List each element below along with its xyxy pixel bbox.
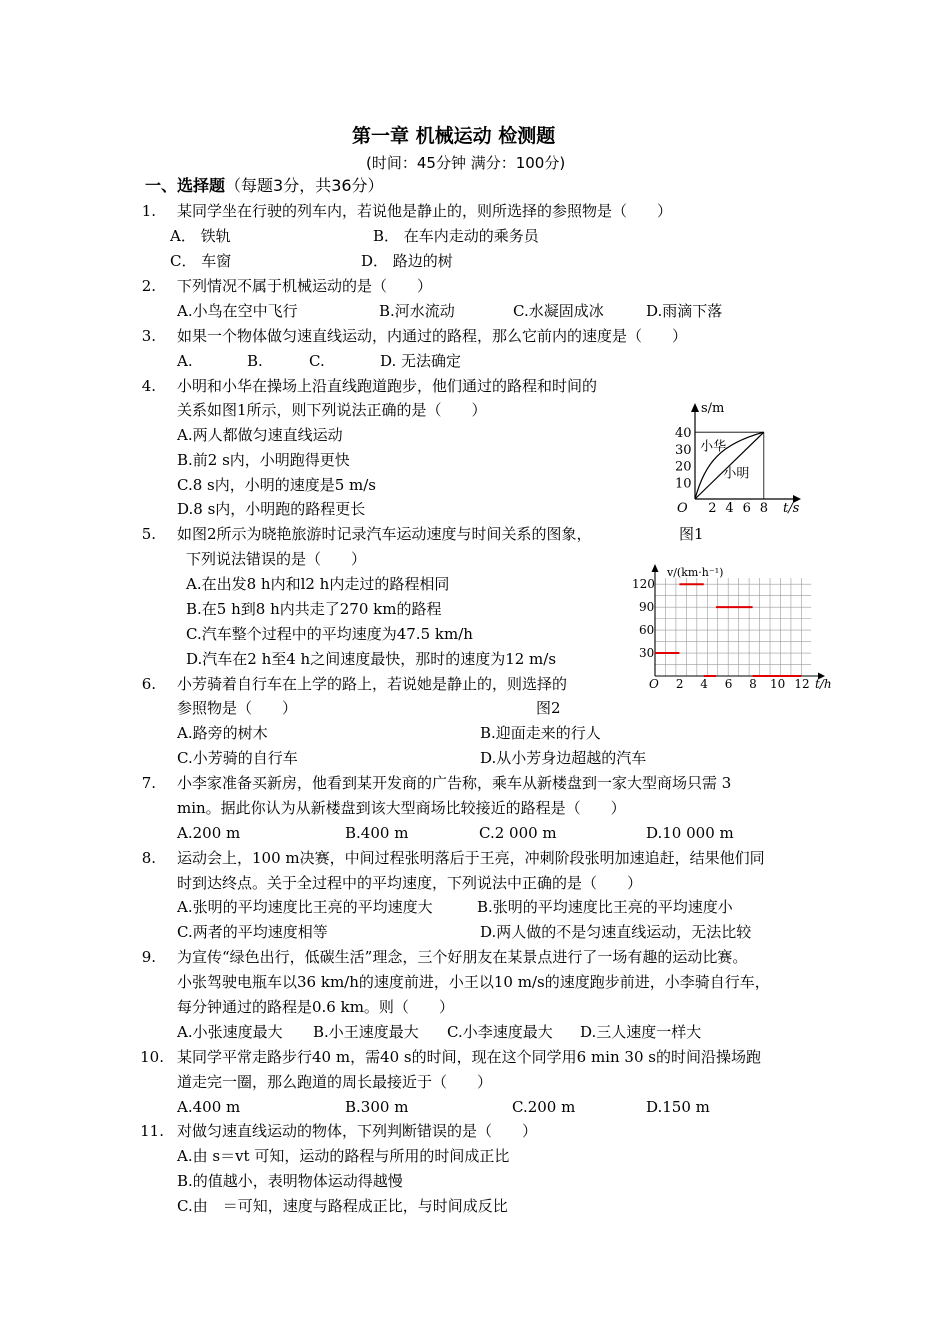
figure-1-chart <box>665 398 807 518</box>
option-a: A.小张速度最大 <box>177 1023 283 1041</box>
option-d: D. 无法确定 <box>380 352 462 370</box>
y-tick-label: 30 <box>639 646 655 661</box>
question-number: 5. <box>141 525 156 543</box>
option-b: B． 在车内走动的乘务员 <box>373 227 539 245</box>
option-c: C.汽车整个过程中的平均速度为47.5 km/h <box>186 625 473 643</box>
option-c: C. <box>309 352 325 370</box>
question-text: 下列情况不属于机械运动的是（ ） <box>177 277 433 295</box>
option-d: D.两人做的不是匀速直线运动，无法比较 <box>480 923 752 941</box>
question-number: 4. <box>141 377 156 395</box>
option-b: B.300 m <box>345 1098 409 1116</box>
question-text: min。据此你认为从新楼盘到该大型商场比较接近的路程是（ ） <box>177 799 626 817</box>
series-label-xiaohua: 小华 <box>700 439 727 455</box>
y-axis-label: s/m <box>701 401 725 416</box>
origin-label: O <box>649 677 659 691</box>
option-a: A.400 m <box>177 1098 241 1116</box>
section-title: 一、选择题 <box>145 176 226 195</box>
page-title: 第一章 机械运动 检测题 <box>352 125 556 147</box>
y-axis-arrow <box>652 564 659 572</box>
option-b: B.张明的平均速度比王亮的平均速度小 <box>477 898 733 916</box>
option-a: A.张明的平均速度比王亮的平均速度大 <box>177 898 433 916</box>
question-text: 如图2所示为晓艳旅游时记录汽车运动速度与时间关系的图象， <box>177 525 592 543</box>
option-c: C.水凝固成冰 <box>513 302 604 320</box>
option-b: B. <box>247 352 263 370</box>
question-text: 小明和小华在操场上沿直线跑道跑步，他们通过的路程和时间的 <box>177 377 598 395</box>
question-number: 11. <box>140 1122 164 1140</box>
question-number: 9. <box>141 948 156 966</box>
x-tick-label: 12 <box>794 677 810 691</box>
question-text: 关系如图1所示，则下列说法正确的是（ ） <box>177 401 487 419</box>
option-c: C． 车窗 <box>170 252 232 270</box>
option-d: D． 路边的树 <box>361 252 453 270</box>
option-c: C.200 m <box>512 1098 576 1116</box>
question-text: 小芳骑着自行车在上学的路上，若说她是静止的，则选择的 <box>177 675 568 693</box>
x-tick-label: 6 <box>742 501 751 516</box>
option-d: D.三人速度一样大 <box>580 1023 702 1041</box>
option-a: A.在出发8 h内和l2 h内走过的路程相同 <box>186 575 450 593</box>
question-number: 6. <box>141 675 156 693</box>
option-a: A. <box>177 352 193 370</box>
x-tick-label: 10 <box>770 677 786 691</box>
option-b: B.在5 h到8 h内共走了270 km的路程 <box>186 600 442 618</box>
question-number: 8. <box>141 849 156 867</box>
option-b: B.小王速度最大 <box>313 1023 419 1041</box>
y-tick-label: 20 <box>675 459 692 475</box>
question-text: 下列说法错误的是（ ） <box>186 550 367 568</box>
option-b: B.迎面走来的行人 <box>480 724 601 742</box>
y-tick-label: 60 <box>639 623 655 638</box>
option-b: B.400 m <box>345 824 409 842</box>
figure-2-chart <box>632 560 832 693</box>
option-d: D.雨滴下落 <box>646 302 723 320</box>
x-axis-label: t/s <box>783 501 800 516</box>
option-b: B.前2 s内，小明跑得更快 <box>177 451 350 469</box>
option-c: C.小李速度最大 <box>447 1023 553 1041</box>
y-axis-arrow <box>691 403 699 412</box>
option-a: A.两人都做匀速直线运动 <box>177 426 343 444</box>
option-d: D.从小芳身边超越的汽车 <box>480 749 647 767</box>
question-number: 10. <box>140 1048 164 1066</box>
x-axis-label: t/h <box>815 677 832 691</box>
section-heading <box>145 176 384 196</box>
option-c: C.2 000 m <box>479 824 557 842</box>
y-tick-label: 120 <box>632 577 655 592</box>
figure-caption: 图1 <box>679 525 704 543</box>
option-a: A.200 m <box>177 824 241 842</box>
page-subtitle: (时间：45分钟 满分：100分) <box>366 154 566 172</box>
option-a: A． 铁轨 <box>170 227 231 245</box>
question-text: 某同学坐在行驶的列车内，若说他是静止的，则所选择的参照物是（ ） <box>177 202 673 220</box>
option-d: D.8 s内，小明跑的路程更长 <box>177 500 366 518</box>
option-a: A.由 s＝vt 可知，运动的路程与所用的时间成正比 <box>177 1147 510 1165</box>
y-axis-label: v/(km·h⁻¹) <box>667 566 724 579</box>
option-d: D.汽车在2 h至4 h之间速度最快，那时的速度为12 m/s <box>186 650 557 668</box>
option-d: D.10 000 m <box>646 824 734 842</box>
figure-caption: 图2 <box>536 699 561 717</box>
question-text: 某同学平常走路步行40 m，需40 s的时间，现在这个同学用6 min 30 s的时间沿操场跑 <box>177 1048 761 1066</box>
x-tick-label: 4 <box>700 677 708 691</box>
question-text: 小张驾驶电瓶车以36 km/h的速度前进，小王以10 m/s的速度跑步前进，小李骑自行车， <box>177 973 770 991</box>
series-label-xiaoming: 小明 <box>723 466 750 482</box>
y-tick-label: 40 <box>675 426 692 442</box>
question-number: 7. <box>141 774 156 792</box>
question-number: 3. <box>141 327 156 345</box>
x-tick-label: 2 <box>675 677 684 691</box>
option-d: D.150 m <box>646 1098 710 1116</box>
question-text: 如果一个物体做匀速直线运动，内通过的路程，那么它前内的速度是（ ） <box>177 327 688 345</box>
question-text: 运动会上，100 m决赛，中间过程张明落后于王亮，冲刺阶段张明加速追赶，结果他们同 <box>177 849 765 867</box>
origin-label: O <box>677 501 688 516</box>
x-tick-label: 2 <box>708 501 717 516</box>
question-number: 1. <box>141 202 156 220</box>
question-text: 时到达终点。关于全过程中的平均速度，下列说法中正确的是（ ） <box>177 874 643 892</box>
option-c: C.两者的平均速度相等 <box>177 923 328 941</box>
option-c: C.由 ＝可知，速度与路程成正比，与时间成反比 <box>177 1197 508 1215</box>
option-b: B.河水流动 <box>379 302 455 320</box>
question-text: 小李家准备买新房，他看到某开发商的广告称，乘车从新楼盘到一家大型商场只需 3 <box>177 774 732 792</box>
question-text: 道走完一圈，那么跑道的周长最接近于（ ） <box>177 1073 493 1091</box>
x-tick-label: 8 <box>759 501 769 516</box>
y-tick-label: 10 <box>675 476 692 492</box>
question-text: 为宣传“绿色出行，低碳生活”理念，三个好朋友在某景点进行了一场有趣的运动比赛。 <box>177 948 748 966</box>
section-note: （每题3分，共36分） <box>225 176 384 195</box>
y-tick-label: 90 <box>639 600 655 615</box>
option-c: C.8 s内，小明的速度是5 m/s <box>177 476 377 494</box>
option-b: B.的值越小，表明物体运动得越慢 <box>177 1172 403 1190</box>
x-tick-label: 6 <box>724 677 733 691</box>
x-tick-label: 8 <box>749 677 757 691</box>
x-tick-label: 4 <box>725 501 734 516</box>
question-text: 对做匀速直线运动的物体，下列判断错误的是（ ） <box>177 1122 538 1140</box>
option-a: A.路旁的树木 <box>177 724 268 742</box>
y-tick-label: 30 <box>675 442 692 458</box>
option-c: C.小芳骑的自行车 <box>177 749 298 767</box>
question-text: 参照物是（ ） <box>177 699 298 717</box>
question-text: 每分钟通过的路程是0.6 km。则（ ） <box>177 998 454 1016</box>
option-a: A.小鸟在空中飞行 <box>177 302 298 320</box>
question-number: 2. <box>141 277 156 295</box>
